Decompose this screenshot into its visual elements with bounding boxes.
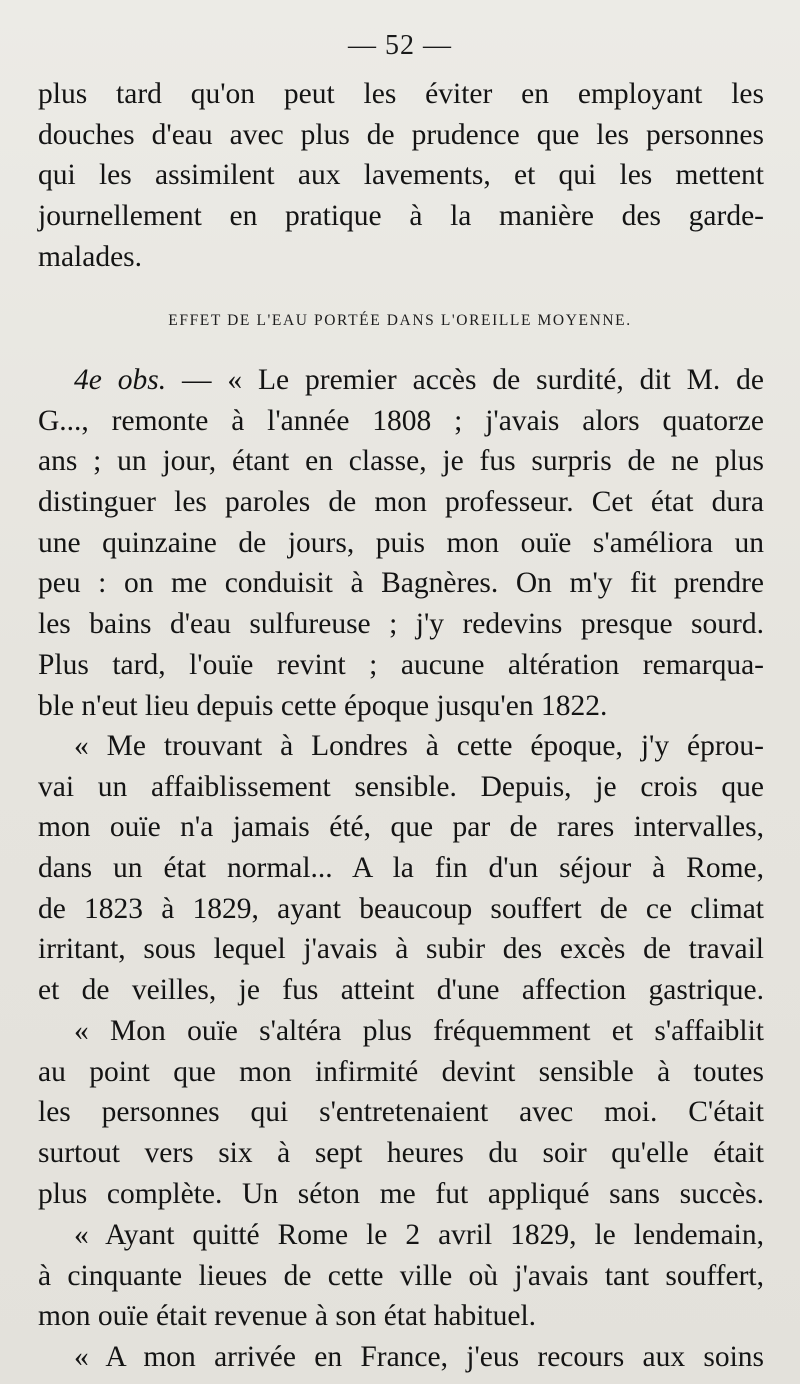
paragraph-worsening [38,1011,764,1214]
text-line: « Mon ouïe s'altéra plus fréquemment et s'affaiblit [74,1015,764,1047]
paragraph-leaving-rome [38,1215,764,1337]
text-line: journellement en pratique à la manière des garde- [38,200,764,233]
section-heading: EFFET DE L'EAU PORTÉE DANS L'OREILLE MOYENNE. [168,312,632,329]
text-line: « A mon arrivée en France, j'eus recours aux soins [74,1341,764,1373]
text-line: au point que mon infirmité devint sensible à toutes [38,1055,764,1088]
paragraph-arrival-france [38,1337,764,1378]
observation-paragraph [38,360,764,726]
text-line: à cinquante lieues de cette ville où j'avais tant souffert, [38,1259,764,1292]
observation-label: 4e obs. [74,364,167,396]
text-line: dans un état normal... A la fin d'un séjour à Rome, [38,852,764,885]
text-line: une quinzaine de jours, puis mon ouïe s'améliora un [38,526,764,559]
text-line: mon ouïe n'a jamais été, que par de rares intervalles, [38,811,764,844]
text-line: irritant, sous lequel j'avais à subir des excès de travail [38,933,764,966]
text-line: malades. [38,240,143,273]
text-line: qui les assimilent aux lavements, et qui les mettent [38,159,764,192]
text-line: les personnes qui s'entretenaient avec moi. C'était [38,1096,764,1129]
text-line: vai un affaiblissement sensible. Depuis, je crois que [38,770,764,803]
text-line: plus complète. Un séton me fut appliqué sans succès. [38,1177,764,1210]
text-line: « Ayant quitté Rome le 2 avril 1829, le lendemain, [74,1219,764,1251]
observation-first-line [38,360,764,401]
text-line: et de veilles, je fus atteint d'une affection gastrique. [38,974,764,1007]
text-line: surtout vers six à sept heures du soir qu'elle était [38,1137,764,1170]
text-line: les bains d'eau sulfureuse ; j'y redevins presque sourd. [38,608,764,641]
text-line: mon ouïe était revenue à son état habituel. [38,1300,537,1333]
text-line: de 1823 à 1829, ayant beaucoup souffert de ce climat [38,892,764,925]
text-line: ble n'eut lieu depuis cette époque jusqu'en 1822. [38,689,608,722]
paragraph-continuation [38,74,764,277]
text-line: plus tard qu'on peut les éviter en employant les [38,78,764,110]
page-number: — 52 — [348,30,452,61]
text-line: peu : on me conduisit à Bagnères. On m'y fit prendre [38,567,764,600]
text-line: distinguer les paroles de mon professeur. Cet état dura [38,486,764,519]
text-line: douches d'eau avec plus de prudence que les personnes [38,118,764,151]
text-line: « Me trouvant à Londres à cette époque, j'y éprou- [74,730,764,762]
text-line: G..., remonte à l'année 1808 ; j'avais alors quatorze [38,404,764,437]
text-line: — « Le premier accès de surdité, dit M. de [181,364,765,396]
paragraph-london [38,726,764,1011]
text-line: ans ; un jour, étant en classe, je fus surpris de ne plus [38,445,764,478]
text-line: Plus tard, l'ouïe revint ; aucune altération remarqua- [38,648,764,681]
